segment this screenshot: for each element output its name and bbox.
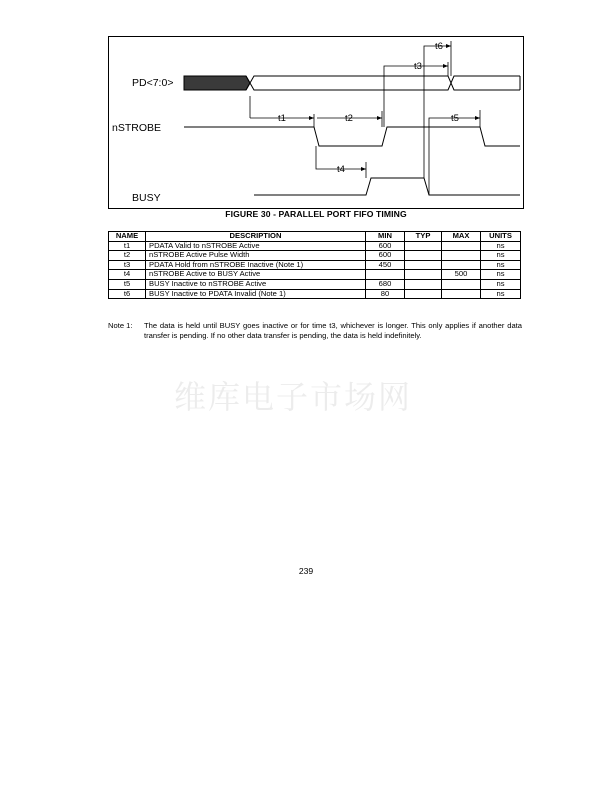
row-units: ns — [481, 270, 521, 280]
footnote-text: The data is held until BUSY goes inactive or for time t3, whichever is longer. This only applies if another data transfer is pending. If no other data transfer is pending, the data is held indefinitely. — [144, 321, 522, 340]
table-header-row — [109, 232, 521, 242]
row-name: t5 — [109, 279, 146, 289]
row-description: PDATA Hold from nSTROBE Inactive (Note 1) — [146, 260, 366, 270]
header-units: UNITS — [481, 232, 521, 242]
busy-label: BUSY — [132, 192, 161, 204]
marker-t1: t1 — [278, 113, 286, 124]
marker-t4: t4 — [337, 164, 345, 175]
row-typ — [405, 279, 442, 289]
row-description: PDATA Valid to nSTROBE Active — [146, 241, 366, 251]
diagram-border — [109, 37, 524, 209]
row-max — [442, 241, 481, 251]
marker-t6: t6 — [435, 41, 443, 52]
row-max — [442, 289, 481, 299]
row-name: t1 — [109, 241, 146, 251]
row-min: 80 — [366, 289, 405, 299]
row-name: t3 — [109, 260, 146, 270]
header-max: MAX — [442, 232, 481, 242]
pd-invalid-region — [184, 76, 250, 90]
row-name: t4 — [109, 270, 146, 280]
watermark: 维库电子市场网 — [174, 378, 413, 416]
row-max — [442, 279, 481, 289]
pd-label: PD<7:0> — [132, 77, 174, 89]
row-min: 600 — [366, 251, 405, 261]
table-row — [109, 251, 521, 261]
row-typ — [405, 251, 442, 261]
timing-diagram — [108, 36, 524, 209]
row-min: 680 — [366, 279, 405, 289]
table-row — [109, 279, 521, 289]
marker-t2: t2 — [345, 113, 353, 124]
row-typ — [405, 260, 442, 270]
footnote-label: Note 1: — [108, 321, 133, 330]
marker-t3: t3 — [414, 61, 422, 72]
row-units: ns — [481, 260, 521, 270]
timing-table — [108, 231, 521, 299]
row-min: 450 — [366, 260, 405, 270]
row-units: ns — [481, 251, 521, 261]
row-units: ns — [481, 279, 521, 289]
header-min: MIN — [366, 232, 405, 242]
nstrobe-label: nSTROBE — [112, 122, 162, 134]
page-number: 239 — [298, 566, 314, 576]
row-name: t6 — [109, 289, 146, 299]
marker-t5: t5 — [451, 113, 459, 124]
row-name: t2 — [109, 251, 146, 261]
row-description: nSTROBE Active to BUSY Active — [146, 270, 366, 280]
nstrobe-waveform — [184, 127, 520, 146]
pd-waveform — [184, 76, 520, 90]
header-name: NAME — [109, 232, 146, 242]
row-typ — [405, 289, 442, 299]
row-typ — [405, 241, 442, 251]
row-units: ns — [481, 241, 521, 251]
busy-waveform — [254, 178, 520, 195]
figure-title: FIGURE 30 - PARALLEL PORT FIFO TIMING — [225, 209, 407, 219]
row-min: 600 — [366, 241, 405, 251]
header-typ: TYP — [405, 232, 442, 242]
row-description: BUSY Inactive to PDATA Invalid (Note 1) — [146, 289, 366, 299]
table-row — [109, 289, 521, 299]
header-description: DESCRIPTION — [146, 232, 366, 242]
row-description: nSTROBE Active Pulse Width — [146, 251, 366, 261]
row-units: ns — [481, 289, 521, 299]
row-typ — [405, 270, 442, 280]
row-max: 500 — [442, 270, 481, 280]
row-max — [442, 251, 481, 261]
row-description: BUSY Inactive to nSTROBE Active — [146, 279, 366, 289]
